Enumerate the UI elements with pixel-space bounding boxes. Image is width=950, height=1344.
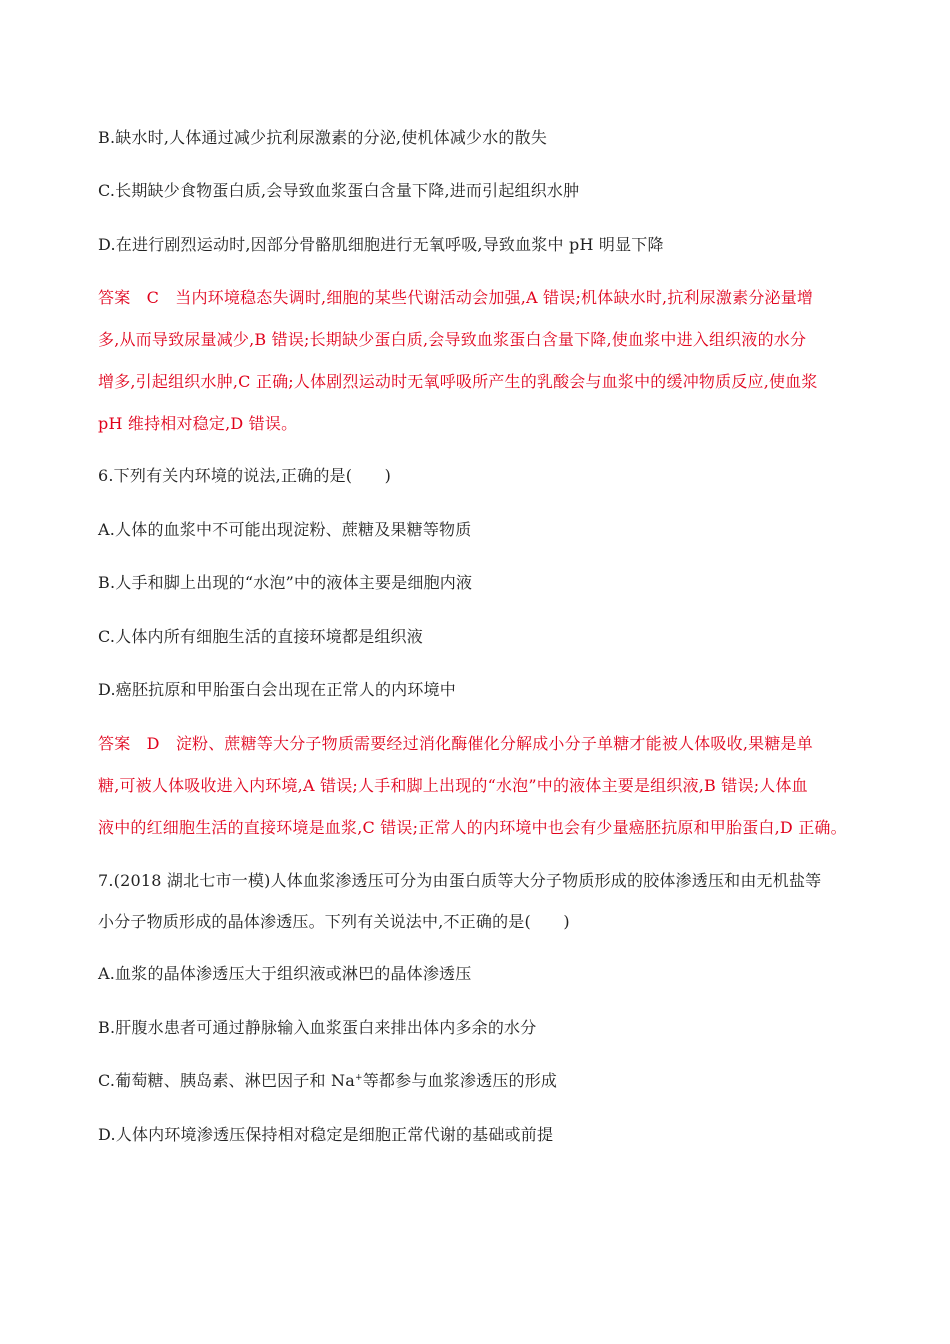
q6-option-c: C.人体内所有细胞生活的直接环境都是组织液 — [98, 627, 423, 646]
q6-stem: 6.下列有关内环境的说法,正确的是( ) — [98, 466, 392, 485]
q7-option-c-text-end: 等都参与血浆渗透压的形成 — [362, 1071, 558, 1090]
q5-option-d: D.在进行剧烈运动时,因部分骨骼肌细胞进行无氧呼吸,导致血浆中 pH 明显下降 — [98, 235, 664, 254]
q5-answer-line: 多,从而导致尿量减少,B 错误;长期缺少蛋白质,会导致血浆蛋白含量下降,使血浆中进入组织液的水分 — [98, 330, 807, 349]
q7-option-d: D.人体内环境渗透压保持相对稳定是细胞正常代谢的基础或前提 — [98, 1125, 554, 1144]
q6-option-d: D.癌胚抗原和甲胎蛋白会出现在正常人的内环境中 — [98, 680, 456, 699]
q6-option-a: A.人体的血浆中不可能出现淀粉、蔗糖及果糖等物质 — [98, 520, 472, 539]
q5-answer-line: pH 维持相对稳定,D 错误。 — [98, 414, 298, 433]
q5-option-c: C.长期缺少食物蛋白质,会导致血浆蛋白含量下降,进而引起组织水肿 — [98, 181, 580, 200]
q7-option-c-text: C.葡萄糖、胰岛素、淋巴因子和 Na — [98, 1071, 355, 1090]
q5-answer-line: 增多,引起组织水肿,C 正确;人体剧烈运动时无氧呼吸所产生的乳酸会与血浆中的缓冲物质反应,使血浆 — [98, 372, 818, 391]
q6-option-b: B.人手和脚上出现的“水泡”中的液体主要是细胞内液 — [98, 573, 473, 592]
q6-answer-line: 答案 D 淀粉、蔗糖等大分子物质需要经过消化酶催化分解成小分子单糖才能被人体吸收,果糖是单 — [98, 734, 813, 753]
q5-answer-line: 答案 C 当内环境稳态失调时,细胞的某些代谢活动会加强,A 错误;机体缺水时,抗利尿激素分泌量增 — [98, 288, 814, 307]
q7-option-a: A.血浆的晶体渗透压大于组织液或淋巴的晶体渗透压 — [98, 964, 472, 983]
q7-option-c — [98, 1071, 858, 1091]
q5-option-b: B.缺水时,人体通过减少抗利尿激素的分泌,使机体减少水的散失 — [98, 128, 548, 147]
q7-option-b: B.肝腹水患者可通过静脉输入血浆蛋白来排出体内多余的水分 — [98, 1018, 537, 1037]
q7-option-c-superscript: + — [354, 1073, 363, 1083]
q7-stem-line: 小分子物质形成的晶体渗透压。下列有关说法中,不正确的是( ) — [98, 912, 570, 931]
q6-answer-line: 糖,可被人体吸收进入内环境,A 错误;人手和脚上出现的“水泡”中的液体主要是组织液,B 错误;人体血 — [98, 776, 808, 795]
q6-answer-line: 液中的红细胞生活的直接环境是血浆,C 错误;正常人的内环境中也会有少量癌胚抗原和甲胎蛋白,D 正确。 — [98, 818, 847, 837]
q7-stem-line: 7.(2018 湖北七市一模)人体血浆渗透压可分为由蛋白质等大分子物质形成的胶体渗透压和由无机盐等 — [98, 871, 822, 890]
